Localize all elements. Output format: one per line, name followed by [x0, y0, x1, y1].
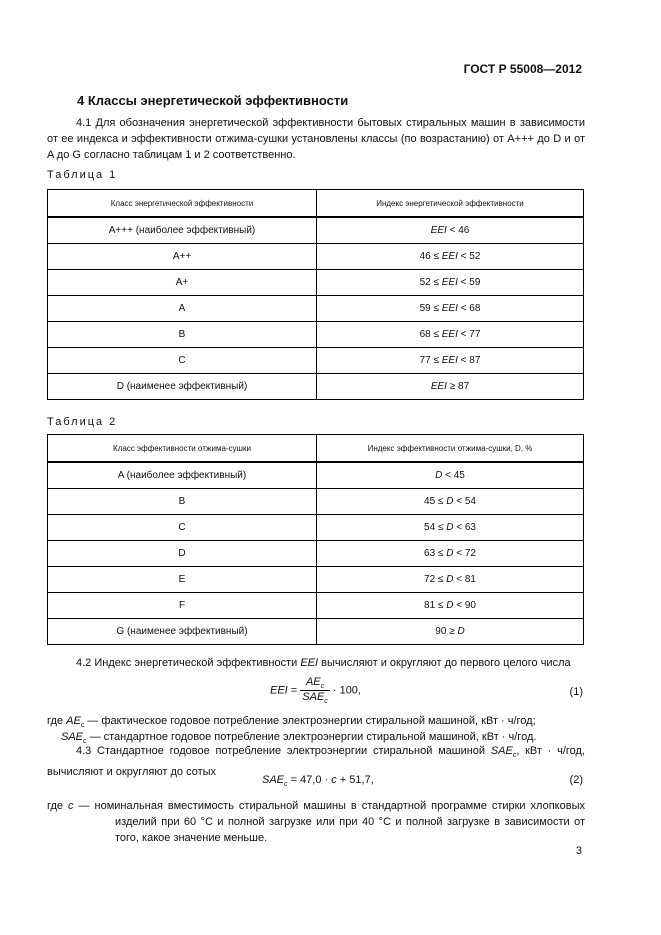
table-2-col-index-header: Индекс эффективности отжима-сушки, D, %	[317, 435, 584, 463]
formula-1-num: AE	[305, 676, 321, 688]
index-post: < 68	[457, 303, 481, 314]
table-row	[48, 348, 584, 374]
formula-1-den: SAE	[302, 691, 325, 704]
index-post: ≥ 87	[446, 381, 470, 392]
table-row	[48, 567, 584, 593]
formula-1-num-sub: c	[320, 683, 325, 691]
table-row	[48, 322, 584, 348]
index-post: < 59	[457, 277, 481, 288]
p42-text-after: вычисляют и округляют до первого целого числа	[318, 657, 571, 669]
formula-1-number: (1)	[569, 686, 583, 698]
standard-code: ГОСТ Р 55008—2012	[463, 62, 582, 76]
class-cell: A++	[48, 244, 317, 270]
class-cell: A+++ (наиболее эффективный)	[48, 217, 317, 244]
formula-1-fraction	[300, 676, 330, 705]
class-cell: D	[48, 541, 317, 567]
where-1-term-1-sub: c	[80, 722, 85, 730]
table-1-col-index-header: Индекс энергетической эффективности	[317, 190, 584, 218]
formula-2-rhs-a: = 47,0 ·	[287, 774, 332, 786]
class-cell: G (наименее эффективный)	[48, 619, 317, 645]
index-var: D	[457, 626, 465, 637]
index-var: D	[446, 548, 454, 559]
formula-1-lhs: EEI	[270, 684, 288, 697]
where-2	[47, 798, 585, 846]
index-pre: 52 ≤	[419, 277, 442, 288]
formula-2-number: (2)	[569, 774, 583, 786]
where-1-lead: где	[47, 715, 64, 727]
index-cell	[317, 462, 584, 489]
class-cell: C	[48, 348, 317, 374]
index-var: D	[446, 522, 454, 533]
index-cell	[317, 322, 584, 348]
formula-1-eq: =	[287, 684, 301, 697]
index-pre: 54 ≤	[424, 522, 447, 533]
index-pre: 77 ≤	[419, 355, 442, 366]
index-pre: 63 ≤	[424, 548, 447, 559]
class-cell: A+	[48, 270, 317, 296]
table-row	[48, 515, 584, 541]
table-row	[48, 217, 584, 244]
where-2-lead: где	[47, 800, 69, 812]
where-1-term-2-sub: c	[83, 738, 87, 746]
index-cell	[317, 217, 584, 244]
where-2-text: — номинальная вместимость стиральной машины в стандартной программе стирки хлопковых изделий при 60 °С и полной загрузке или при 40 °С и полной загрузке в зависимости от того, какое значение меньше.	[73, 800, 585, 844]
index-var: EEI	[441, 251, 458, 262]
p42-text-before: 4.2 Индекс энергетической эффективности	[76, 657, 301, 669]
table-row	[48, 296, 584, 322]
class-cell: A (наиболее эффективный)	[48, 462, 317, 489]
table-row	[48, 270, 584, 296]
formula-2-lhs: SAE	[262, 774, 285, 786]
class-cell: B	[48, 489, 317, 515]
index-pre: 81 ≤	[424, 600, 447, 611]
formula-2-rhs-var: c	[331, 774, 337, 786]
index-cell	[317, 619, 584, 645]
index-pre: 68 ≤	[419, 329, 442, 340]
table-1	[47, 189, 584, 400]
paragraph-4-2	[47, 655, 585, 671]
index-var: D	[446, 574, 454, 585]
table-2-caption: Таблица 2	[47, 416, 118, 428]
index-cell	[317, 244, 584, 270]
class-cell: F	[48, 593, 317, 619]
formula-1	[270, 676, 361, 705]
index-post: < 87	[457, 355, 481, 366]
index-cell	[317, 270, 584, 296]
table-2	[47, 434, 584, 645]
index-post: < 63	[453, 522, 476, 533]
index-pre: 46 ≤	[419, 251, 442, 262]
index-cell	[317, 541, 584, 567]
index-post: < 46	[446, 225, 470, 236]
class-cell: E	[48, 567, 317, 593]
formula-2-lhs-sub: c	[284, 781, 288, 789]
table-1-col-class-header: Класс энергетической эффективности	[48, 190, 317, 218]
p43-term-sub: c	[512, 752, 517, 760]
table-header-row	[48, 435, 584, 463]
table-header-row	[48, 190, 584, 218]
table-row	[48, 489, 584, 515]
index-pre: 90 ≥	[435, 626, 458, 637]
index-var: EEI	[441, 277, 458, 288]
index-var: EEI	[441, 329, 458, 340]
index-pre: 72 ≤	[424, 574, 447, 585]
index-post: < 81	[453, 574, 476, 585]
table-2-col-class-header: Класс эффективности отжима-сушки	[48, 435, 317, 463]
index-var: EEI	[430, 381, 447, 392]
index-post: < 77	[457, 329, 481, 340]
index-var: D	[446, 600, 454, 611]
section-heading: 4 Классы энергетической эффективности	[77, 93, 349, 108]
formula-1-den-sub: c	[324, 698, 328, 706]
index-pre: 59 ≤	[419, 303, 442, 314]
table-row	[48, 462, 584, 489]
class-cell: A	[48, 296, 317, 322]
formula-2-rhs-b: + 51,7,	[336, 774, 374, 786]
index-pre: 45 ≤	[424, 496, 447, 507]
index-post: < 45	[442, 470, 465, 481]
p43-text-after: , кВт · ч/год, вычисляют и округляют до сотых	[47, 745, 585, 779]
index-post: < 72	[453, 548, 476, 559]
index-cell	[317, 593, 584, 619]
paragraph-4-1: 4.1 Для обозначения энергетической эффективности бытовых стиральных машин в зависимости от ее индекса и эффективности отжима-сушки установлены классы (по возрастанию) от A+++ до D и от A до G согласно таблицам 1 и 2 соответственно.	[47, 117, 585, 161]
index-var: EEI	[441, 303, 458, 314]
table-row	[48, 244, 584, 270]
where-1-term-1: AE	[66, 715, 81, 727]
formula-1-tail: · 100,	[329, 684, 361, 697]
index-var: EEI	[441, 355, 458, 366]
index-cell	[317, 567, 584, 593]
where-1-desc-1: — фактическое годовое потребление электроэнергии стиральной машиной, кВт · ч/год;	[84, 715, 536, 727]
table-row	[48, 374, 584, 400]
index-cell	[317, 489, 584, 515]
where-1-desc-2: — стандартное годовое потребление электроэнергии стиральной машиной, кВт · ч/год.	[86, 731, 537, 743]
table-row	[48, 541, 584, 567]
page-number: 3	[575, 845, 582, 857]
index-post: < 54	[453, 496, 476, 507]
p43-term: SAE	[490, 745, 513, 757]
class-cell: B	[48, 322, 317, 348]
class-cell: D (наименее эффективный)	[48, 374, 317, 400]
index-post: < 52	[457, 251, 481, 262]
index-cell	[317, 296, 584, 322]
index-cell	[317, 348, 584, 374]
index-cell	[317, 515, 584, 541]
table-1-caption: Таблица 1	[47, 169, 118, 181]
index-var: EEI	[430, 225, 447, 236]
where-1-term-2: SAE	[61, 731, 84, 743]
index-var: D	[446, 496, 454, 507]
table-row	[48, 593, 584, 619]
formula-2	[262, 774, 374, 788]
index-cell	[317, 374, 584, 400]
index-var: D	[435, 470, 443, 481]
p42-term: EEI	[300, 657, 319, 669]
table-row	[48, 619, 584, 645]
class-cell: C	[48, 515, 317, 541]
p43-text-before: 4.3 Стандартное годовое потребление электроэнергии стиральной машиной	[76, 745, 491, 757]
where-2-term: c	[68, 800, 74, 812]
index-post: < 90	[453, 600, 476, 611]
